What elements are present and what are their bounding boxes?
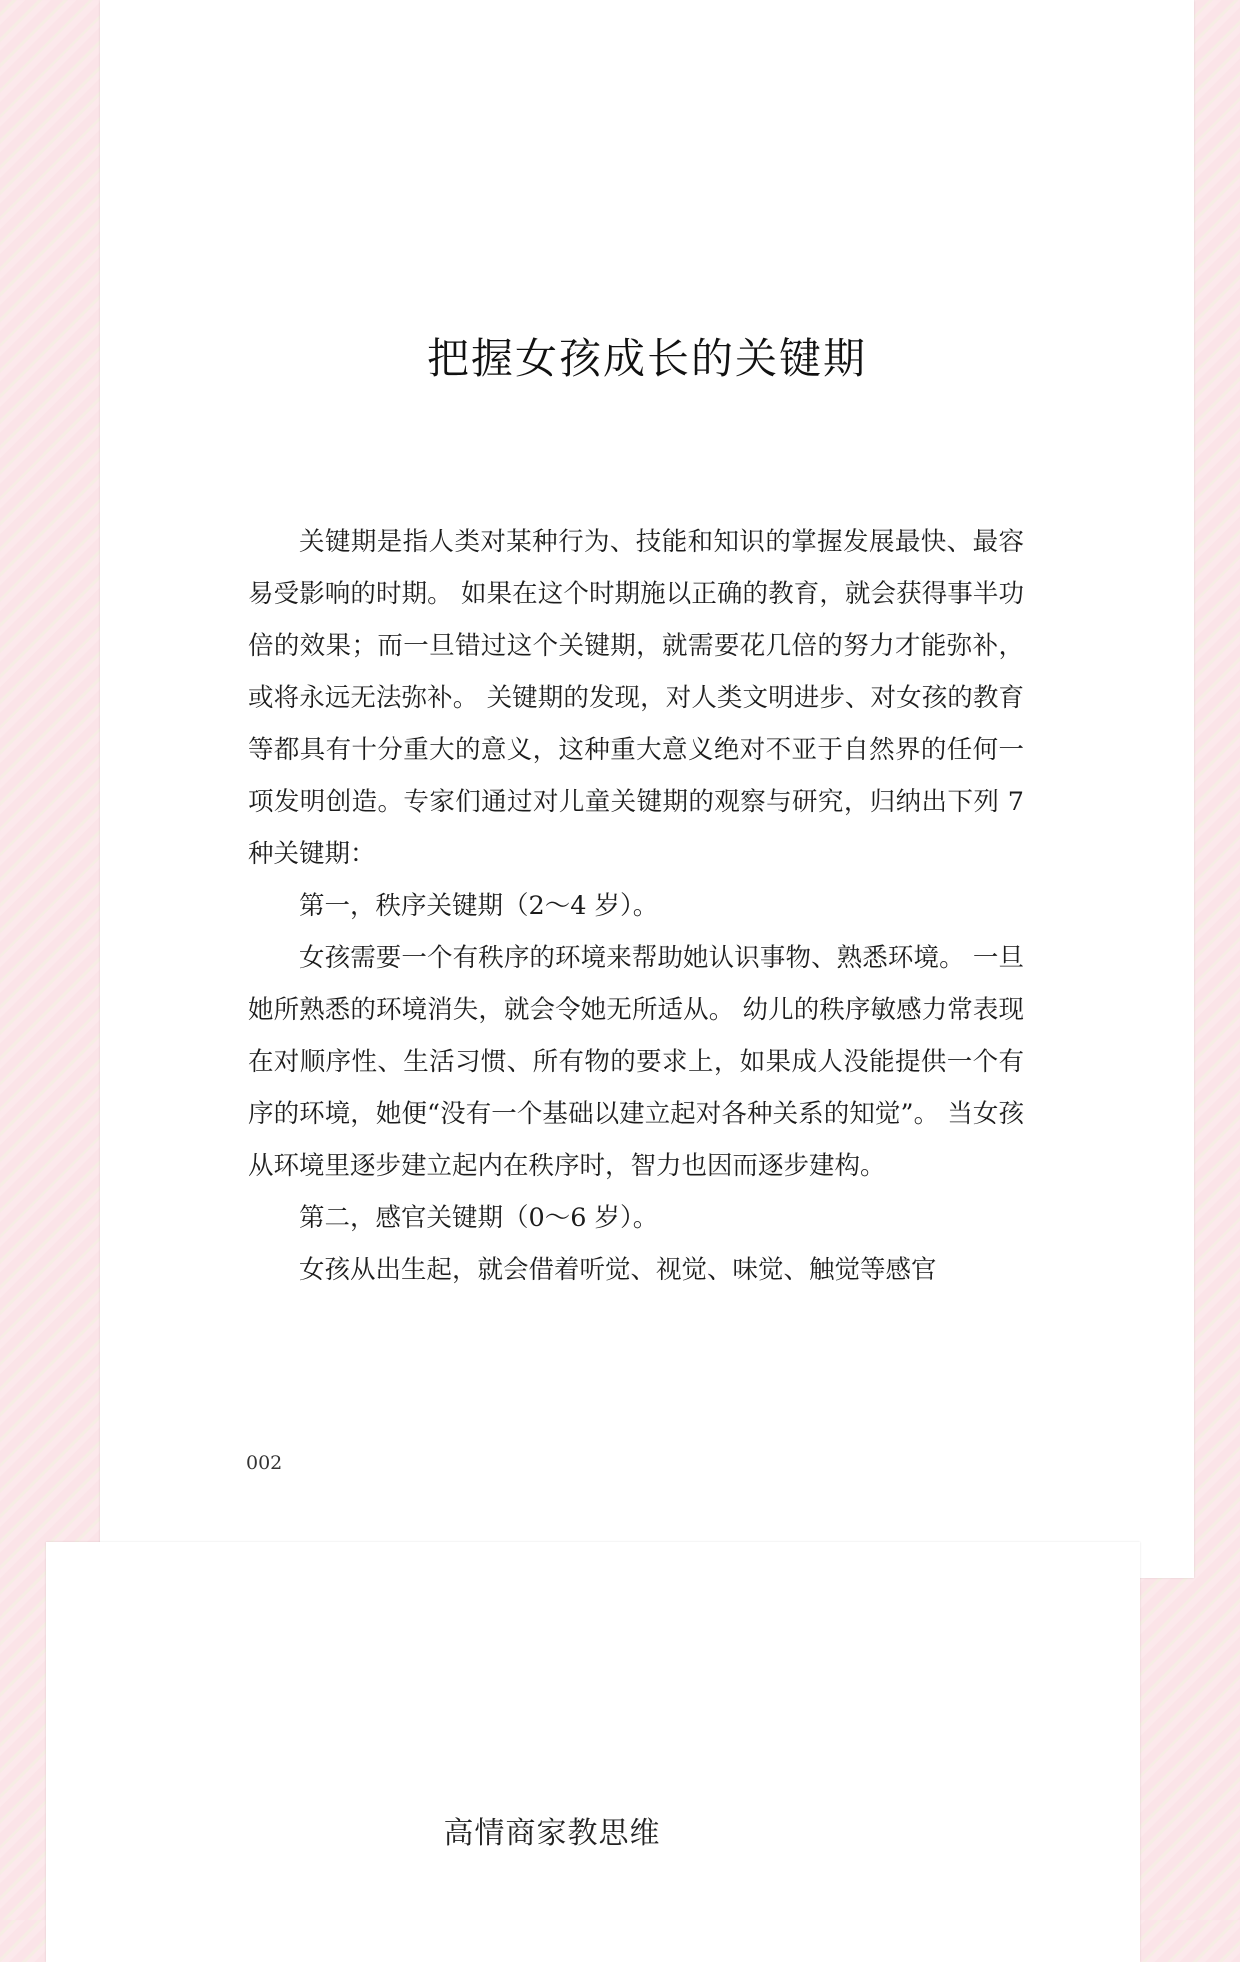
book-page-upper <box>100 0 1194 1578</box>
paragraph-order-body: 女孩需要一个有秩序的环境来帮助她认识事物、熟悉环境。 一旦她所熟悉的环境消失，就会令她无所适从。 幼儿的秩序敏感力常表现在对顺序性、生活习惯、所有物的要求上，如果成人没能提供一个有序的环境，她便“没有一个基础以建立起对各种关系的知觉”。 当女孩从环境里逐步建立起内在秩序时，智力也因而逐步建构。 <box>248 943 1024 1181</box>
paragraph-intro: 关键期是指人类对某种行为、技能和知识的掌握发展最快、最容易受影响的时期。 如果在这个时期施以正确的教育，就会获得事半功倍的效果；而一旦错过这个关键期，就需要花几倍的努力才能弥补，或将永远无法弥补。 关键期的发现，对人类文明进步、对女孩的教育等都具有十分重大的意义，这种重大意义绝对不亚于自然界的任何一项发明创造。专家们通过对儿童关键期的观察与研究，归纳出下列 7 种关键期： <box>248 527 1024 869</box>
paragraph-order-heading: 第一，秩序关键期（2～4 岁）。 <box>299 891 659 921</box>
page-number: 002 <box>246 1452 283 1474</box>
running-head-text: 高情商家教思维 <box>443 1816 661 1851</box>
running-head <box>0 1808 1240 1852</box>
chapter-title: 把握女孩成长的关键期 <box>426 334 867 383</box>
paragraph-senses-heading: 第二，感官关键期（0～6 岁）。 <box>299 1203 659 1233</box>
chapter-body <box>248 516 1024 1296</box>
book-page-lower <box>46 1542 1140 1962</box>
paragraph-senses-body: 女孩从出生起，就会借着听觉、视觉、味觉、触觉等感官 <box>299 1255 937 1285</box>
